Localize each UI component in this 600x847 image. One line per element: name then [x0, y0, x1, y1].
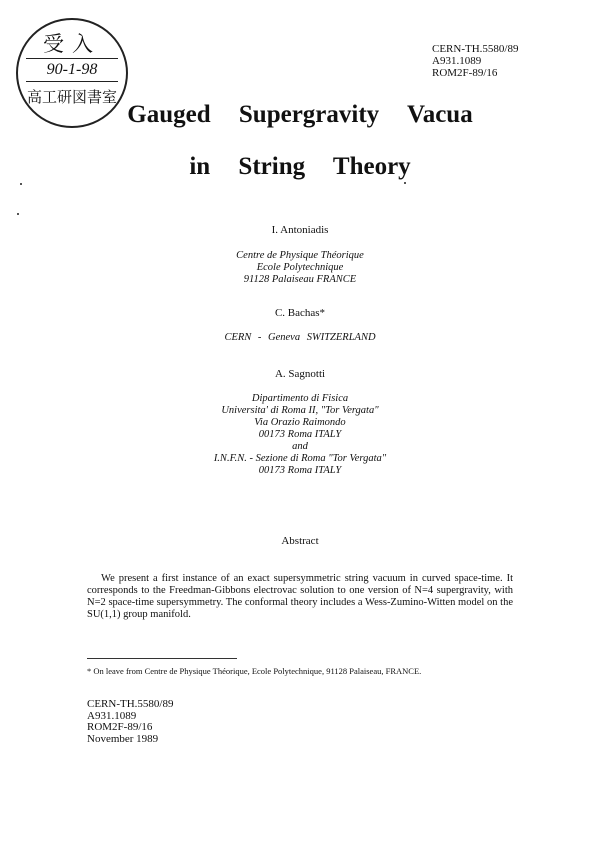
affiliation-line: CERN - Geneva SWITZERLAND — [224, 332, 376, 343]
affiliation-line: and — [292, 441, 308, 452]
report-number: A931.1089 — [432, 55, 482, 67]
author-affiliation — [0, 332, 600, 344]
bottom-report-info — [87, 699, 173, 745]
report-number: A931.1089 — [87, 709, 137, 722]
report-number: CERN-TH.5580/89 — [87, 698, 174, 710]
affiliation-line: Universita' di Roma II, "Tor Vergata" — [221, 405, 379, 416]
author-name: A. Sagnotti — [274, 368, 326, 380]
report-number: CERN-TH.5580/89 — [432, 43, 519, 55]
affiliation-line: 91128 Palaiseau FRANCE — [243, 274, 357, 285]
report-number: ROM2F-89/16 — [432, 67, 498, 79]
author-name: I. Antoniadis — [271, 224, 329, 236]
scan-speck — [404, 182, 406, 184]
footnote: * On leave from Centre de Physique Théorique, Ecole Polytechnique, 91128 Palaiseau, FRANCE. — [87, 666, 422, 676]
stamp-library-name: 高工研図書室 — [26, 88, 117, 106]
report-number: ROM2F-89/16 — [87, 721, 153, 733]
affiliation-line: Via Orazio Raimondo — [254, 417, 346, 428]
author-name: C. Bachas* — [274, 307, 326, 319]
affiliation-line: Ecole Polytechnique — [256, 262, 344, 273]
stamp-received-label: 受入 — [43, 32, 101, 56]
author-affiliation — [0, 393, 600, 477]
scan-speck — [17, 213, 19, 215]
affiliation-line: 00173 Roma ITALY — [258, 465, 342, 476]
scan-speck — [20, 183, 22, 185]
report-date: November 1989 — [87, 732, 159, 745]
affiliation-line: I.N.F.N. - Sezione di Roma "Tor Vergata" — [213, 453, 387, 464]
paper-title-line-1: Gauged Supergravity Vacua — [127, 101, 473, 128]
abstract-text: We present a first instance of an exact supersymmetric string vacuum in curved space-time. It corresponds to the Freedman-Gibbons electrovac solution to one version of N=4 supergravity, with N=2 space-time supersymmetry. The conformal theory includes a Wess-Zumino-Witten model on the SU(1,1) group manifold. — [87, 573, 513, 620]
report-numbers — [432, 43, 518, 79]
author-affiliation — [0, 250, 600, 286]
affiliation-line: Centre de Physique Théorique — [236, 250, 364, 261]
abstract-heading: Abstract — [281, 535, 319, 547]
paper-title-line-2: in String Theory — [189, 153, 411, 180]
affiliation-line: Dipartimento di Fisica — [251, 393, 349, 404]
stamp-date: 90-1-98 — [26, 58, 118, 82]
affiliation-line: 00173 Roma ITALY — [258, 429, 342, 440]
footnote-rule — [87, 658, 237, 659]
